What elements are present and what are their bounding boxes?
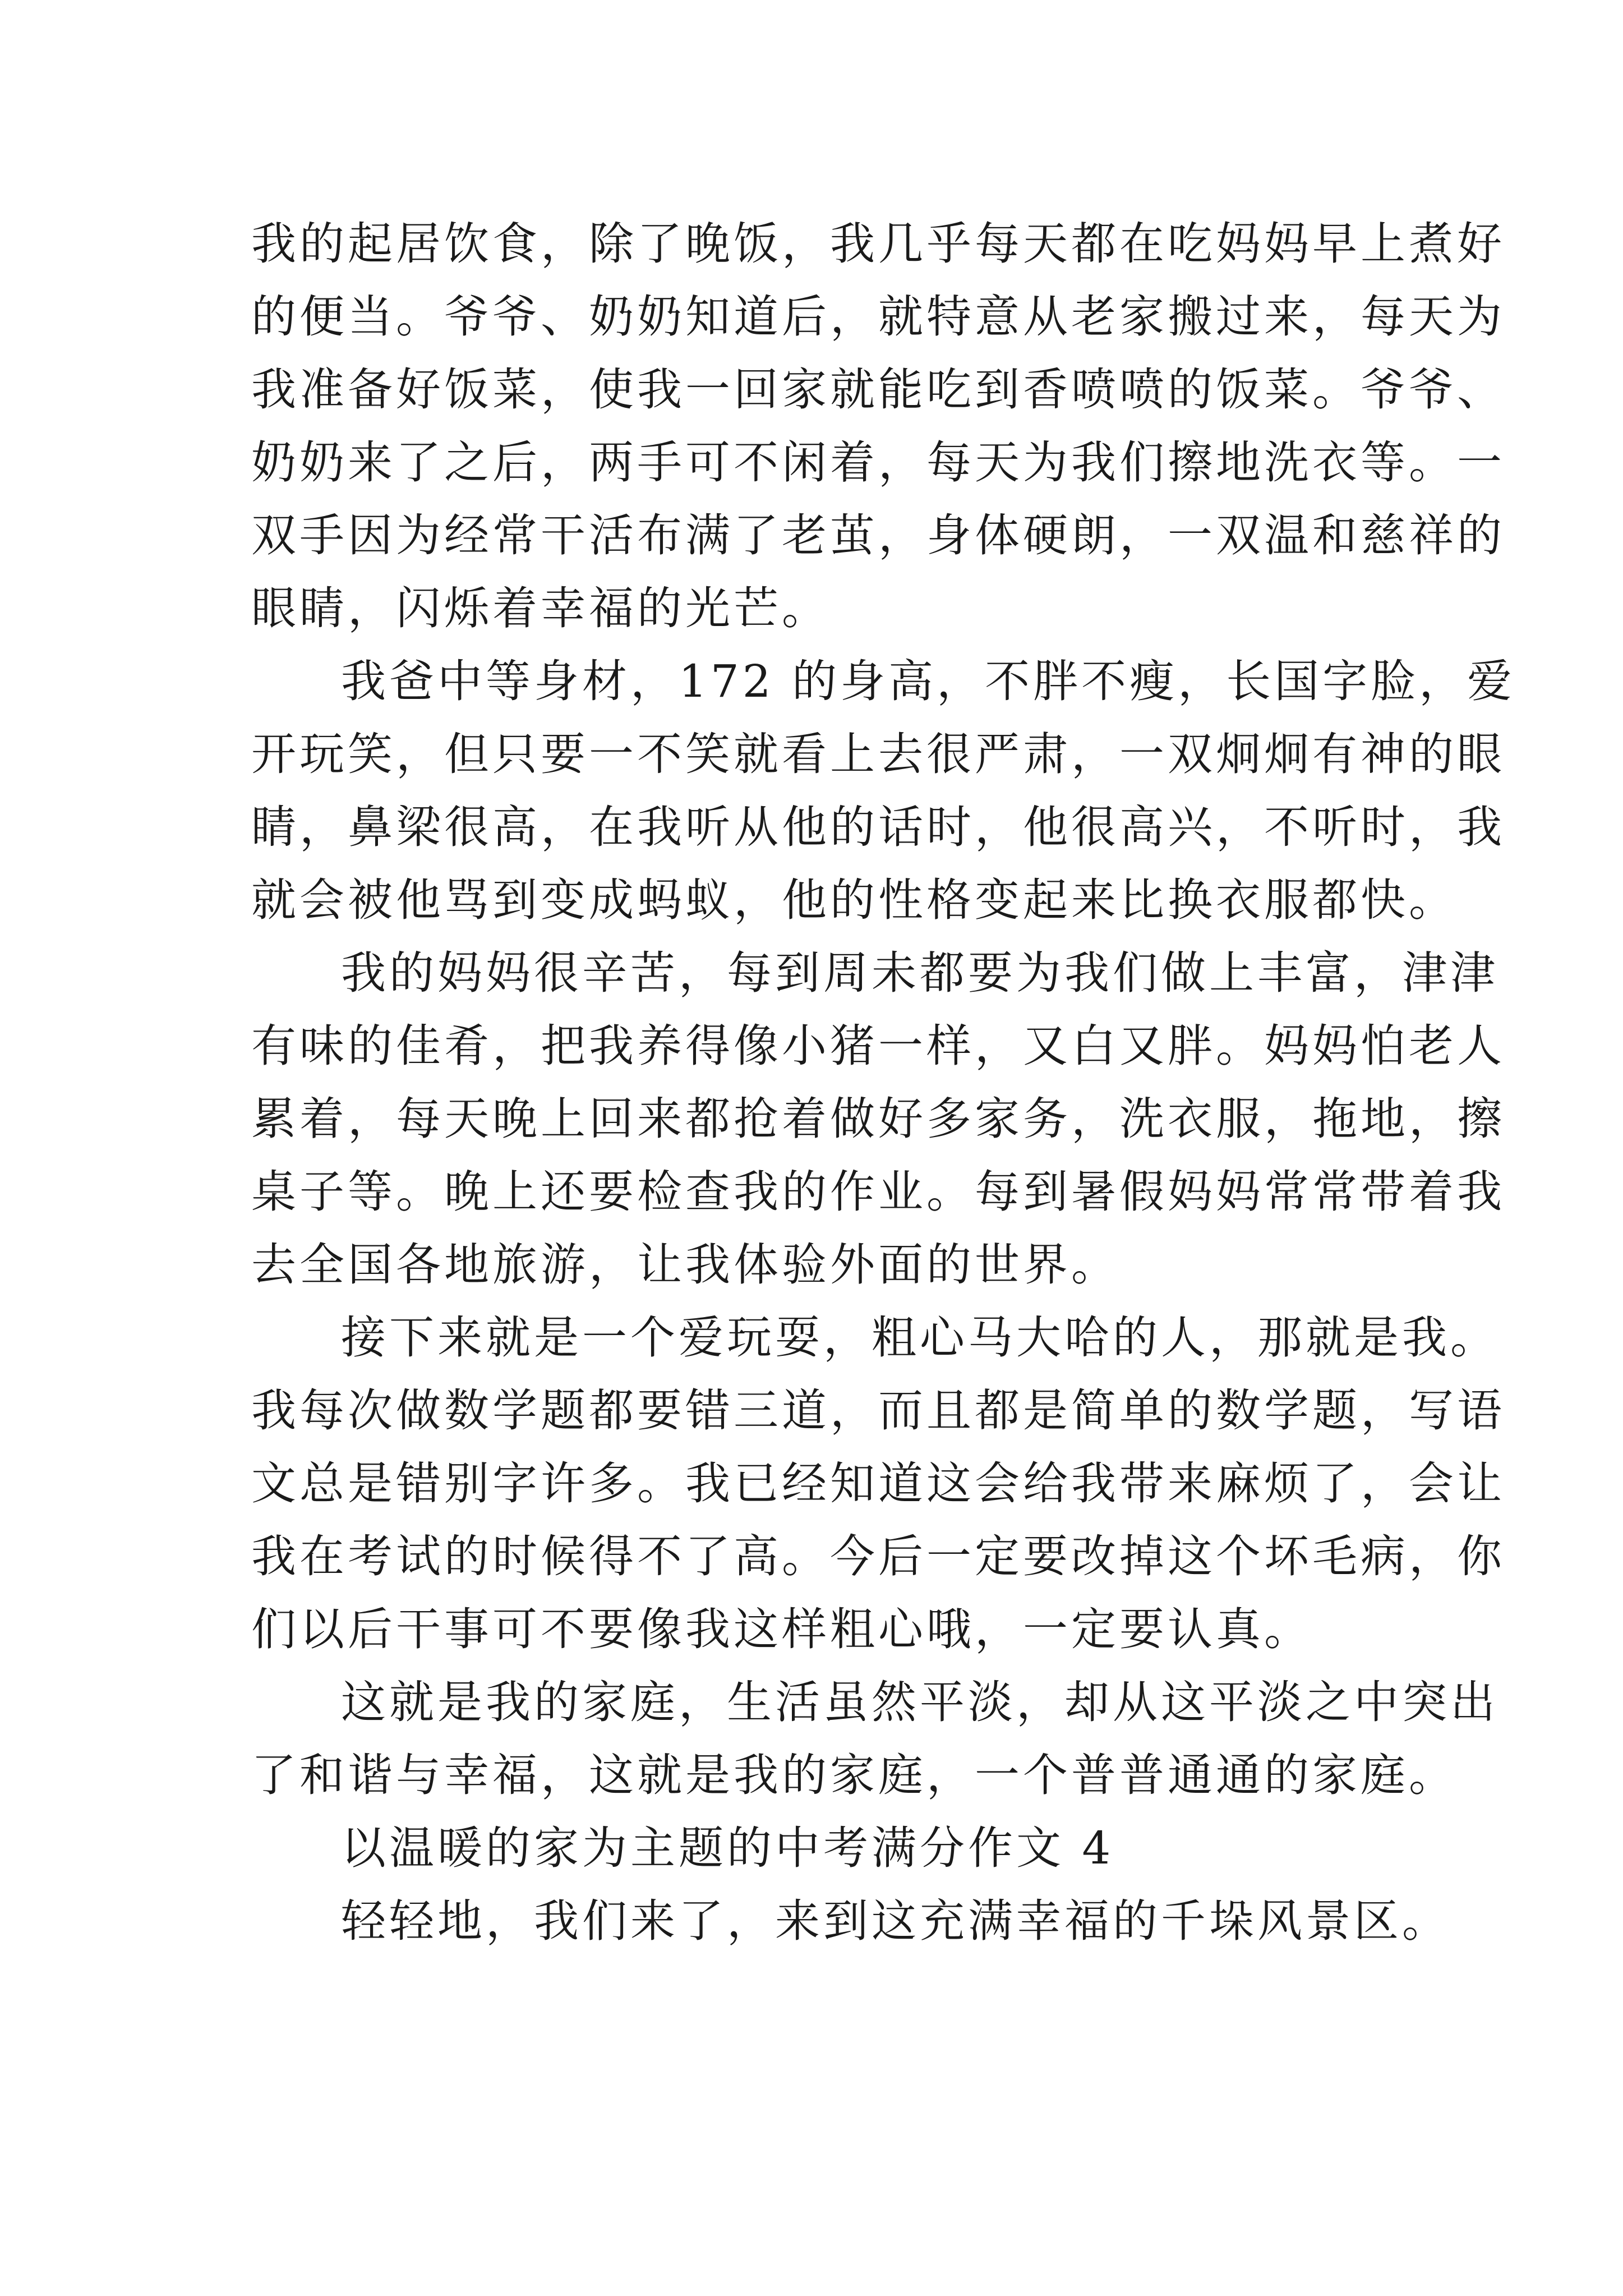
text-line: 我的起居饮食，除了晚饭，我几乎每天都在吃妈妈早上煮好 [251,218,1505,270]
text-line: 们以后干事可不要像我这样粗心哦，一定要认真。 [251,1603,1312,1655]
text-line: 就会被他骂到变成蚂蚁，他的性格变起来比换衣服都快。 [251,874,1457,926]
text-line: 文总是错别字许多。我已经知道这会给我带来麻烦了，会让 [251,1457,1505,1510]
paragraph-first-line: 我的妈妈很辛苦，每到周未都要为我们做上丰富，津津 [341,947,1498,999]
paragraph-first-line: 接下来就是一个爱玩耍，粗心马大哈的人，那就是我。 [341,1312,1498,1364]
text-line: 睛，鼻梁很高，在我听从他的话时，他很高兴，不听时，我 [251,801,1505,853]
paragraph-first-line: 这就是我的家庭，生活虽然平淡，却从这平淡之中突出 [341,1676,1498,1728]
text-line: 了和谐与幸福，这就是我的家庭，一个普普通通的家庭。 [251,1749,1457,1801]
essay-text [251,208,1516,1958]
text-line: 有味的佳肴，把我养得像小猪一样，又白又胖。妈妈怕老人 [251,1020,1505,1072]
text-line: 奶奶来了之后，两手可不闲着，每天为我们擦地洗衣等。一 [251,436,1505,489]
text-line: 的便当。爷爷、奶奶知道后，就特意从老家搬过来，每天为 [251,291,1505,343]
text-line: 开玩笑，但只要一不笑就看上去很严肃，一双炯炯有神的眼 [251,728,1505,780]
paragraph-first-line: 轻轻地，我们来了，来到这充满幸福的千垛风景区。 [341,1895,1450,1947]
text-line: 去全国各地旅游，让我体验外面的世界。 [251,1239,1119,1291]
text-line: 我在考试的时候得不了高。今后一定要改掉这个坏毛病，你 [251,1530,1505,1582]
text-line: 双手因为经常干活布满了老茧，身体硬朗，一双温和慈祥的 [251,509,1505,562]
text-line: 我每次做数学题都要错三道，而且都是简单的数学题，写语 [251,1384,1505,1437]
paragraph-first-line: 以温暖的家为主题的中考满分作文 4 [341,1822,1114,1874]
text-line: 我准备好饭菜，使我一回家就能吃到香喷喷的饭菜。爷爷、 [251,364,1505,416]
text-line: 眼睛，闪烁着幸福的光芒。 [251,582,830,634]
text-line: 桌子等。晚上还要检查我的作业。每到暑假妈妈常常带着我 [251,1166,1505,1218]
paragraph-first-line: 我爸中等身材，172 的身高，不胖不瘦，长国字脸，爱 [341,655,1516,707]
text-line: 累着，每天晚上回来都抢着做好多家务，洗衣服，拖地，擦 [251,1093,1505,1145]
